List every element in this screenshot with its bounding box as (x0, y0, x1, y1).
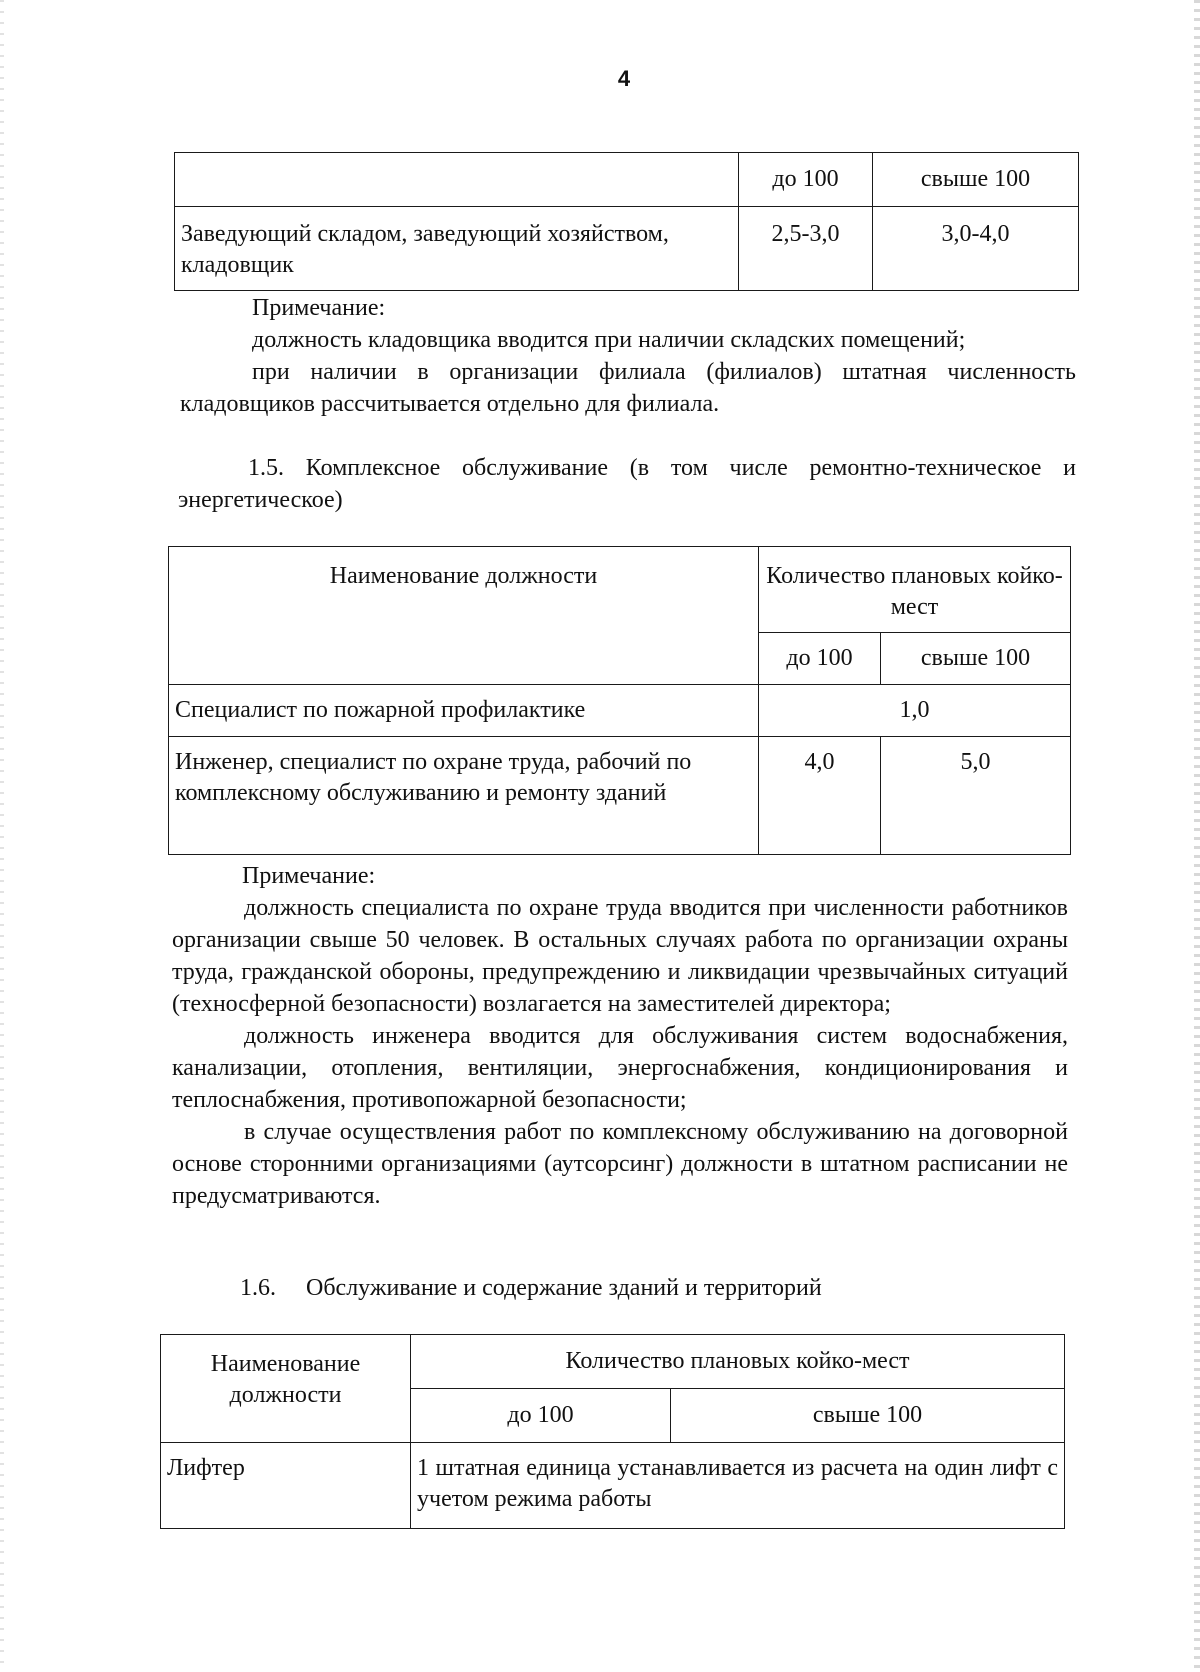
header-up-to-100: до 100 (739, 153, 873, 207)
note-title: Примечание: (242, 863, 376, 889)
position-name-cell: Заведующий складом, заведующий хозяйством, кладовщик (175, 207, 739, 291)
header-up-to-100: до 100 (411, 1389, 671, 1443)
note-paragraph: должность специалиста по охране труда вводится при численности работников организации свыше 50 человек. В остальных случаях работа по организации охраны труда, гражданской обороны, предупреждению и ликвидации чрезвычайных ситуаций (техносферной безопасности) возлагается на заместителей директора; (172, 895, 1068, 1017)
table-maintenance (168, 546, 1071, 855)
note-paragraph: должность кладовщика вводится при наличии складских помещений; (252, 327, 966, 353)
note-warehouse (180, 292, 1076, 420)
position-name-cell: Специалист по пожарной профилактике (169, 685, 759, 737)
section-heading-1-5 (178, 452, 1076, 516)
header-over-100: свыше 100 (881, 633, 1071, 685)
section-heading-1-6 (240, 1272, 1076, 1304)
section-title: Обслуживание и содержание зданий и территорий (306, 1275, 822, 1301)
value-merged-cell: 1 штатная единица устанавливается из расчета на один лифт с учетом режима работы (411, 1443, 1065, 1529)
header-over-100: свыше 100 (873, 153, 1079, 207)
scan-edge-left (0, 0, 4, 1672)
scan-edge-right (1194, 0, 1200, 1672)
table-row (169, 737, 1071, 855)
table-row (161, 1443, 1065, 1529)
note-paragraph: в случае осуществления работ по комплексному обслуживанию на договорной основе сторонними организациями (аутсорсинг) должности в штатном расписании не предусматриваются. (172, 1119, 1068, 1209)
value-merged-cell: 1,0 (759, 685, 1071, 737)
table-row (169, 685, 1071, 737)
value-up-to-100: 2,5-3,0 (739, 207, 873, 291)
table-header-row (169, 547, 1071, 633)
header-position-name: Наименование должности (169, 547, 759, 685)
section-number: 1.6. (240, 1275, 276, 1301)
note-maintenance (172, 860, 1068, 1212)
table-buildings (160, 1334, 1065, 1529)
value-over-100: 3,0-4,0 (873, 207, 1079, 291)
table-header-row (161, 1335, 1065, 1389)
header-empty-cell (175, 153, 739, 207)
table-header-row (175, 153, 1079, 207)
value-over-100: 5,0 (881, 737, 1071, 855)
page-number: 4 (617, 66, 631, 91)
table-row (175, 207, 1079, 291)
header-position-name: Наименование должности (161, 1335, 411, 1443)
table-warehouse (174, 152, 1079, 291)
value-up-to-100: 4,0 (759, 737, 881, 855)
note-title: Примечание: (252, 295, 386, 321)
header-bed-count: Количество плановых койко-мест (759, 547, 1071, 633)
note-paragraph: при наличии в организации филиала (филиалов) штатная численность кладовщиков рассчитывается отдельно для филиала. (180, 359, 1076, 417)
header-over-100: свыше 100 (671, 1389, 1065, 1443)
note-paragraph: должность инженера вводится для обслуживания систем водоснабжения, канализации, отопления, вентиляции, энергоснабжения, кондиционирования и теплоснабжения, противопожарной безопасности; (172, 1023, 1068, 1113)
header-bed-count: Количество плановых койко-мест (411, 1335, 1065, 1389)
position-name-cell: Инженер, специалист по охране труда, рабочий по комплексному обслуживанию и ремонту зданий (169, 737, 759, 855)
section-heading-text: 1.5. Комплексное обслуживание (в том числе ремонтно-техническое и энергетическое) (178, 455, 1076, 513)
header-up-to-100: до 100 (759, 633, 881, 685)
position-name-cell: Лифтер (161, 1443, 411, 1529)
